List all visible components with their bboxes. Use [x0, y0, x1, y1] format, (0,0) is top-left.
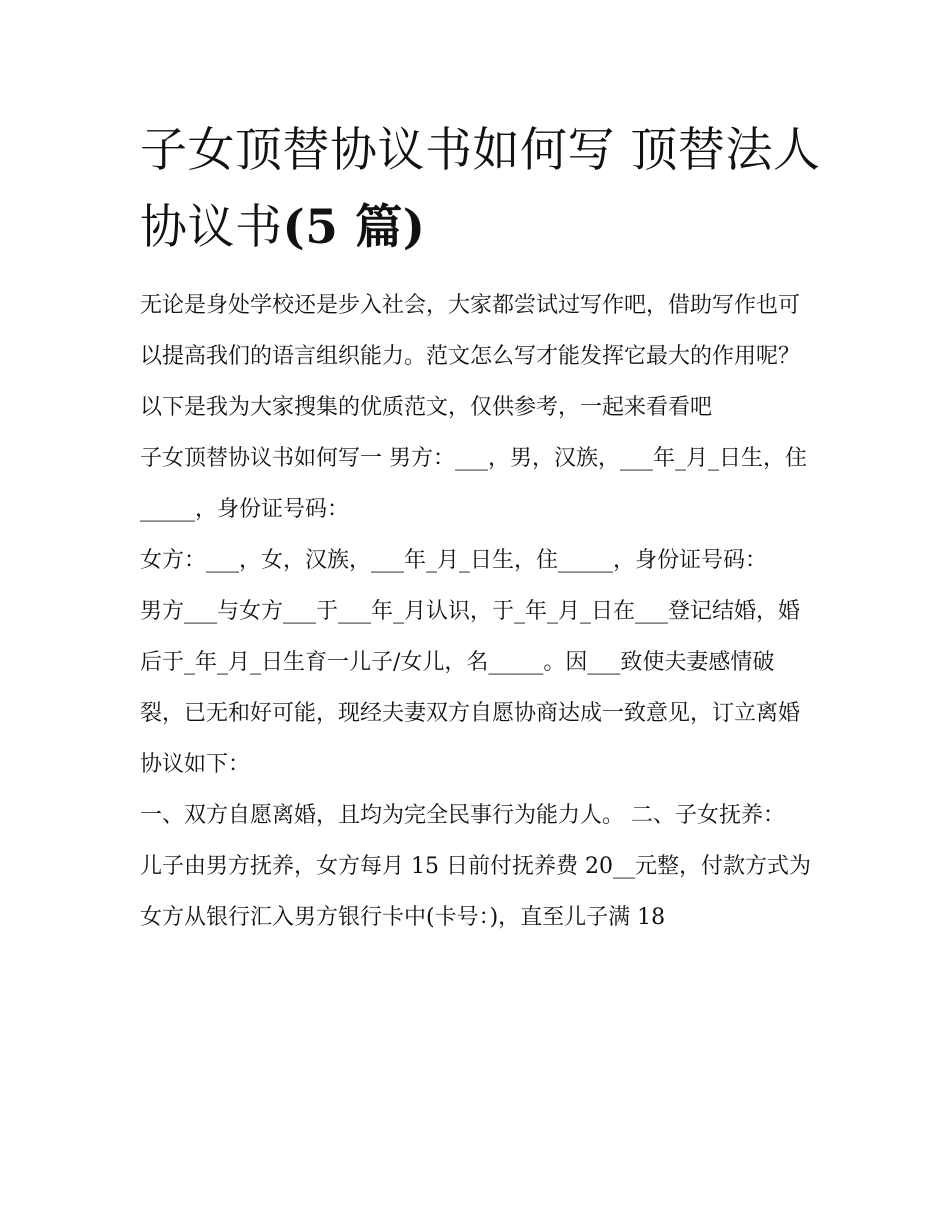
wife-info-paragraph: 女方：___，女，汉族，___年_月_日生，住_____，身份证号码： — [140, 548, 768, 573]
document-body — [140, 280, 815, 943]
marriage-history-paragraph: 男方___与女方___于___年_月认识，于_年_月_日在___登记结婚，婚后于_年_月_日生育一儿子/女儿，名_____。因___致使夫妻感情破裂，已无和好可能，现经夫妻双方自愿协商达成一致意见，订立离婚协议如下： — [140, 599, 801, 777]
title-count: (5 篇) — [282, 200, 426, 255]
clause-paragraph: 一、双方自愿离婚，且均为完全民事行为能力人。 二、子女抚养： — [140, 803, 785, 828]
document-title — [140, 112, 830, 266]
child-support-paragraph: 儿子由男方抚养，女方每月 15 日前付抚养费 20__元整，付款方式为女方从银行汇入男方银行卡中(卡号：)，直至儿子满 18 — [140, 854, 811, 930]
title-text: 子女顶替协议书如何写 顶替法人协议书 — [140, 123, 821, 255]
intro-paragraph: 无论是身处学校还是步入社会，大家都尝试过写作吧，借助写作也可以提高我们的语言组织能力。范文怎么写才能发挥它最大的作用呢？以下是我为大家搜集的优质范文，仅供参考，一起来看看吧 — [140, 293, 801, 420]
husband-info-paragraph: 子女顶替协议书如何写一 男方：___，男，汉族，___年_月_日生，住_____，身份证号码： — [140, 446, 807, 522]
